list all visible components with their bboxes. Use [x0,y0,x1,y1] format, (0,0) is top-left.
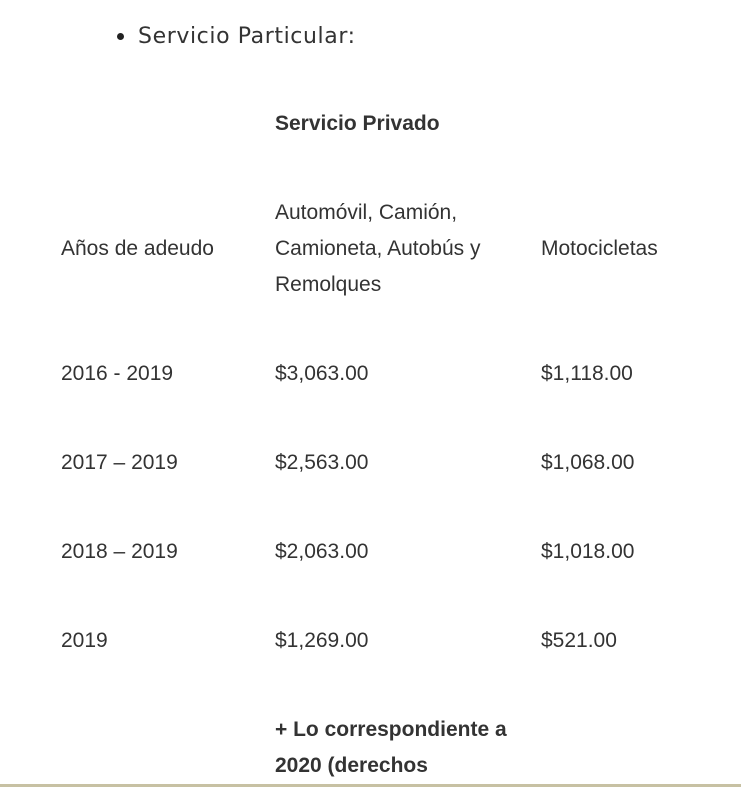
bullet-icon [117,33,124,40]
list-item-label: Servicio Particular: [138,23,356,49]
table-row-years: 2019 [61,629,108,652]
table-row-years: 2017 – 2019 [61,451,178,474]
header-vehicles: Automóvil, Camión, Camioneta, Autobús y Remolques [275,201,481,296]
table-row-vehicles-price: $1,269.00 [275,629,369,652]
table-section-title: Servicio Privado [275,112,440,135]
table-row-years: 2018 – 2019 [61,540,178,563]
table-row-motorcycles-price: $521.00 [541,629,617,652]
table-row-years: 2016 - 2019 [61,362,174,385]
table-row-motorcycles-price: $1,018.00 [541,540,635,563]
list-item-servicio-particular [117,18,356,54]
table-row-vehicles-price: $2,563.00 [275,451,369,474]
table-row-motorcycles-price: $1,068.00 [541,451,635,474]
header-motorcycles: Motocicletas [541,237,658,260]
header-years: Años de adeudo [61,237,214,260]
table-row-vehicles-price: $2,063.00 [275,540,369,563]
table-row-vehicles-price: $3,063.00 [275,362,369,385]
footer-note: + Lo correspondiente a 2020 (derechos [275,718,507,777]
table-row-motorcycles-price: $1,118.00 [541,362,633,385]
